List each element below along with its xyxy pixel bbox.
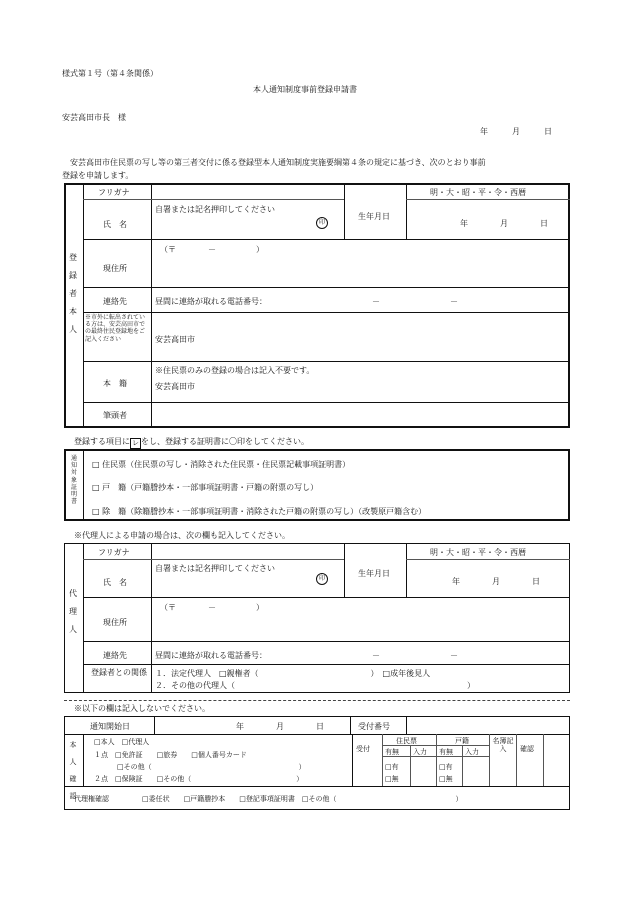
- agent-birth-label: 生年月日: [358, 569, 390, 578]
- one-point-other: □その他（ ）: [117, 763, 306, 771]
- koseki-no: □無: [439, 775, 453, 783]
- agent-signature-note: 自署または記名押印してください: [155, 564, 275, 573]
- juminhyo-exists-header: 有無: [385, 748, 399, 756]
- moved-out-note: ※市外に転出されている方は、安芸高田市での最終住民登録地をご記入ください: [85, 314, 146, 343]
- relation-line1[interactable]: １．法定代理人 □親権者（ ） □成年後見人: [155, 669, 431, 678]
- juminhyo-yes: □有: [385, 763, 399, 771]
- one-point-docs: １点 □免許証 □旅券 □個人番号カード: [94, 751, 247, 759]
- confirm-header: 確認: [520, 745, 534, 753]
- agent-side-label: 代 理 人: [69, 589, 77, 634]
- agent-name-label: 氏 名: [103, 578, 127, 587]
- agent-postal-code[interactable]: （〒 － ）: [160, 603, 264, 612]
- office-divider: [64, 700, 570, 701]
- agent-contact-label: 連絡先: [103, 651, 127, 660]
- agent-phone-label[interactable]: 昼間に連絡が取れる電話番号：: [155, 651, 267, 660]
- koseki-input-header: 入力: [465, 748, 479, 756]
- koseki-exists-header: 有無: [439, 748, 453, 756]
- registrant-phone-sep2: －: [450, 297, 458, 306]
- registrant-phone-label[interactable]: 昼間に連絡が取れる電話番号：: [155, 297, 267, 306]
- notification-start-label: 通知開始日: [90, 722, 130, 731]
- agent-address-label: 現住所: [103, 618, 127, 627]
- intro-text-line2: 登録を申請します。: [62, 171, 134, 180]
- honseki-label: 本 籍: [103, 379, 127, 388]
- agent-furigana-label: フリガナ: [98, 548, 130, 557]
- juminhyo-no: □無: [385, 775, 399, 783]
- identity-verification-label: 本 人 確 認: [69, 741, 77, 800]
- proxy-verification-label: 代理権確認: [74, 795, 109, 803]
- agent-era-options[interactable]: 明・大・昭・平・令・西暦: [430, 548, 526, 557]
- koseki-yes: □有: [439, 763, 453, 771]
- notification-start-date: 年 月 日: [236, 722, 324, 731]
- agent-birth-date[interactable]: 年 月 日: [452, 577, 540, 586]
- registrant-furigana-label: フリガナ: [98, 188, 130, 197]
- registrant-address-label: 現住所: [103, 264, 127, 273]
- form-title: 本人通知制度事前登録申請書: [253, 85, 357, 94]
- intro-text-line1: 安芸高田市住民票の写し等の第三者交付に係る登録型本人通知制度実施要綱第４条の規定に基づき、次のとおり事前: [62, 158, 486, 167]
- check-mark-example: レ: [132, 439, 139, 447]
- agent-seal-mark: 印: [316, 573, 328, 585]
- relation-label: 登録者との関係: [91, 668, 147, 677]
- notification-target-side-label: 通 知 対 象 証 明 書: [70, 455, 77, 506]
- meibo-header: 名簿記入: [492, 737, 514, 754]
- office-use-note: ※以下の欄は記入しないでください。: [74, 704, 210, 713]
- koseki-header: 戸籍: [455, 737, 469, 745]
- registrant-contact-label: 連絡先: [103, 297, 127, 306]
- agent-phone-sep2: －: [450, 651, 458, 660]
- honseki-note: ※住民票のみの登録の場合は記入不要です。: [155, 366, 315, 375]
- two-point-docs: ２点 □保険証 □その他（ ）: [94, 775, 304, 783]
- target-koseki-checkbox[interactable]: □ 戸 籍（戸籍謄抄本・一部事項証明書・戸籍の附票の写し）: [92, 483, 319, 492]
- agent-note: ※代理人による申請の場合は、次の欄も記入してください。: [74, 531, 290, 540]
- addressee: 安芸高田市長 様: [62, 113, 126, 122]
- last-registered-city[interactable]: 安芸高田市: [155, 335, 195, 344]
- registrant-name-label: 氏 名: [103, 220, 127, 229]
- reception-number-label: 受付番号: [358, 722, 390, 731]
- honseki-city[interactable]: 安芸高田市: [155, 382, 195, 391]
- registrant-birth-date[interactable]: 年 月 日: [460, 219, 548, 228]
- application-date[interactable]: 年 月 日: [480, 127, 552, 136]
- registrant-seal-mark: 印: [316, 217, 328, 229]
- registration-instruction: 登録する項目に レ をし、登録する証明書に〇印をしてください。: [74, 437, 309, 447]
- juminhyo-input-header: 入力: [413, 748, 427, 756]
- relation-line2[interactable]: ２．その他の代理人（ ）: [155, 681, 475, 690]
- reception-label: 受付: [356, 745, 370, 753]
- form-number: 様式第１号（第４条関係）: [62, 69, 158, 78]
- registrant-side-label: 登 録 者 本 人: [69, 253, 77, 334]
- proxy-verification-items: □委任状 □戸籍謄抄本 □登記事項証明書 □その他（ ）: [142, 795, 463, 803]
- hittousha-label: 筆頭者: [103, 411, 127, 420]
- juminhyo-header: 住民票: [396, 737, 417, 745]
- self-or-agent-line: □本人 □代理人: [94, 738, 150, 746]
- target-juminhyo-checkbox[interactable]: □ 住民票（住民票の写し・消除された住民票・住民票記載事項証明書）: [92, 460, 351, 469]
- registrant-postal-code[interactable]: （〒 － ）: [160, 245, 264, 254]
- registrant-birth-label: 生年月日: [358, 212, 390, 221]
- agent-phone-sep1: －: [372, 651, 380, 660]
- target-joseki-checkbox[interactable]: □ 除 籍（除籍謄抄本・一部事項証明書・消除された戸籍の附票の写し）（改製原戸籍含む）: [92, 507, 427, 516]
- registrant-signature-note: 自署または記名押印してください: [155, 205, 275, 214]
- registrant-era-options[interactable]: 明・大・昭・平・令・西暦: [430, 188, 526, 197]
- registrant-phone-sep1: －: [372, 297, 380, 306]
